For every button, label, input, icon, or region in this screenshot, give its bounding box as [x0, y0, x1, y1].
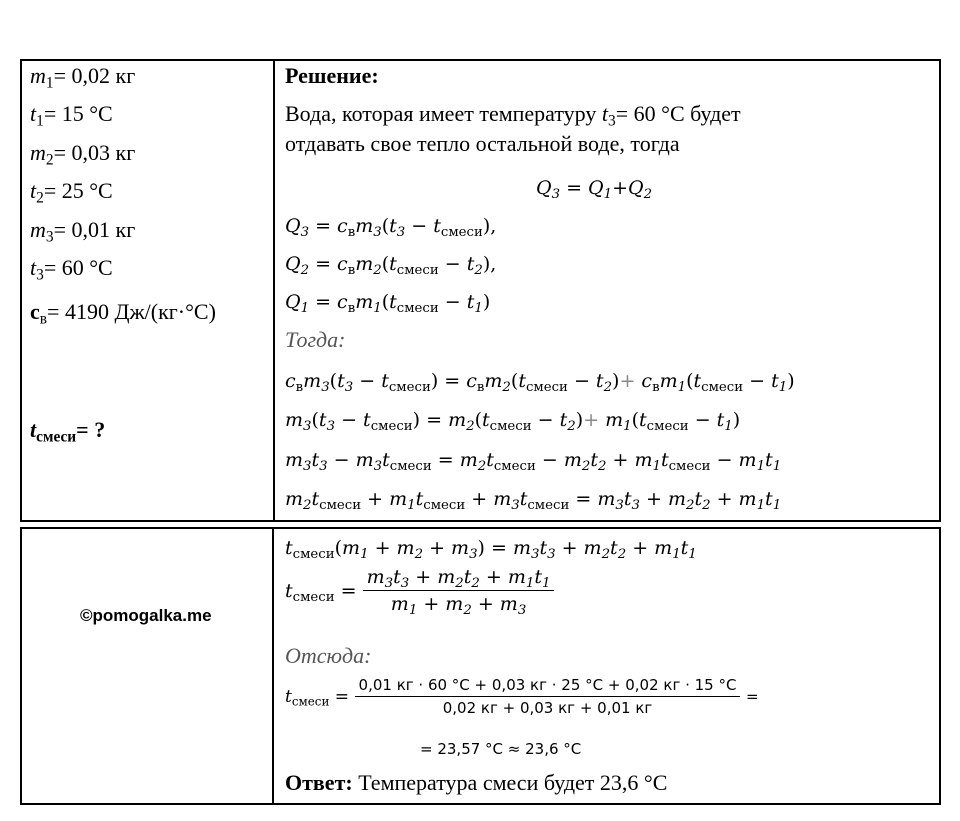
- given-find: $t_{смеси}=$ ?: [30, 417, 106, 446]
- equation-heat-balance: $Q_3 = Q_1+Q_2$: [536, 177, 653, 202]
- bottom-table-divider: [272, 527, 274, 805]
- equation-q3: $Q_3 = c_вm_3(t_3 - t_{смеси})$,: [285, 215, 497, 240]
- given-t2: $t_2= 25$ °C: [30, 178, 113, 207]
- given-m3: $m_3= 0,01$ кг: [30, 217, 136, 246]
- watermark-text: ©pomogalka.me: [80, 606, 212, 625]
- solution-intro-line2: отдавать свое тепло остальной воде, тогда: [285, 131, 680, 156]
- given-t3: $t_3= 60$ °C: [30, 255, 113, 284]
- equation-q2: $Q_2 = c_вm_2(t_{смеси} - t_2)$,: [285, 253, 497, 278]
- given-m1: $m_1= 0,02$ кг: [30, 63, 136, 92]
- equation-grouped: $m_2t_{смеси} + m_1t_{смеси} + m_3t_{смеси} = m_3t_3 + m_2t_2 + m_1t_1$: [285, 488, 782, 513]
- top-table-divider: [273, 59, 275, 522]
- then-label: Тогда:: [285, 327, 346, 352]
- numeric-result: = 23,57 °С ≈ 23,6 °С: [420, 740, 582, 758]
- equation-expanded: $m_3t_3 - m_3t_{смеси} = m_2t_{смеси} - m_2t_2 + m_1t_{смеси} - m_1t_1$: [285, 449, 782, 474]
- equation-combined-1: $c_вm_3(t_3 - t_{смеси}) = c_вm_2(t_{смеси} - t_2)+ c_вm_1(t_{смеси} - t_1)$: [285, 370, 795, 395]
- solution-intro-line1: Вода, которая имеет температуру $t_3= 60$ °С будет: [285, 101, 741, 130]
- solution-heading: Решение:: [285, 63, 379, 88]
- equation-numeric: $t_{смеси}$ = $\frac{0,01 кг \cdot 60 ^\circ С + 0,03 кг \cdot 25 ^\circ С + 0,02 кг \cdot 15 ^\circ С}{0,02 кг + 0,03 кг + 0,01 кг}$ =: [285, 676, 759, 717]
- given-cv: $c_в= 4190$ Дж/(кг·°С): [30, 299, 216, 328]
- equation-formula: $t_{смеси}$ = $\frac{m_3t_3 + m_2t_2 + m_1t_1}{m_1 + m_2 + m_3}$: [285, 566, 554, 615]
- hence-label: Отсюда:: [285, 643, 372, 668]
- equation-factored: $t_{смеси}(m_1 + m_2 + m_3) = m_3t_3 + m_2t_2 + m_1t_1$: [285, 537, 697, 562]
- given-m2: $m_2= 0,03$ кг: [30, 140, 136, 169]
- equation-combined-2: $m_3(t_3 - t_{смеси}) = m_2(t_{смеси} - t_2)+ m_1(t_{смеси} - t_1)$: [285, 409, 741, 434]
- given-t1: $t_1= 15$ °C: [30, 101, 113, 130]
- equation-q1: $Q_1 = c_вm_1(t_{смеси} - t_1)$: [285, 291, 491, 316]
- answer-line: Ответ: Температура смеси будет 23,6 °С: [285, 770, 668, 795]
